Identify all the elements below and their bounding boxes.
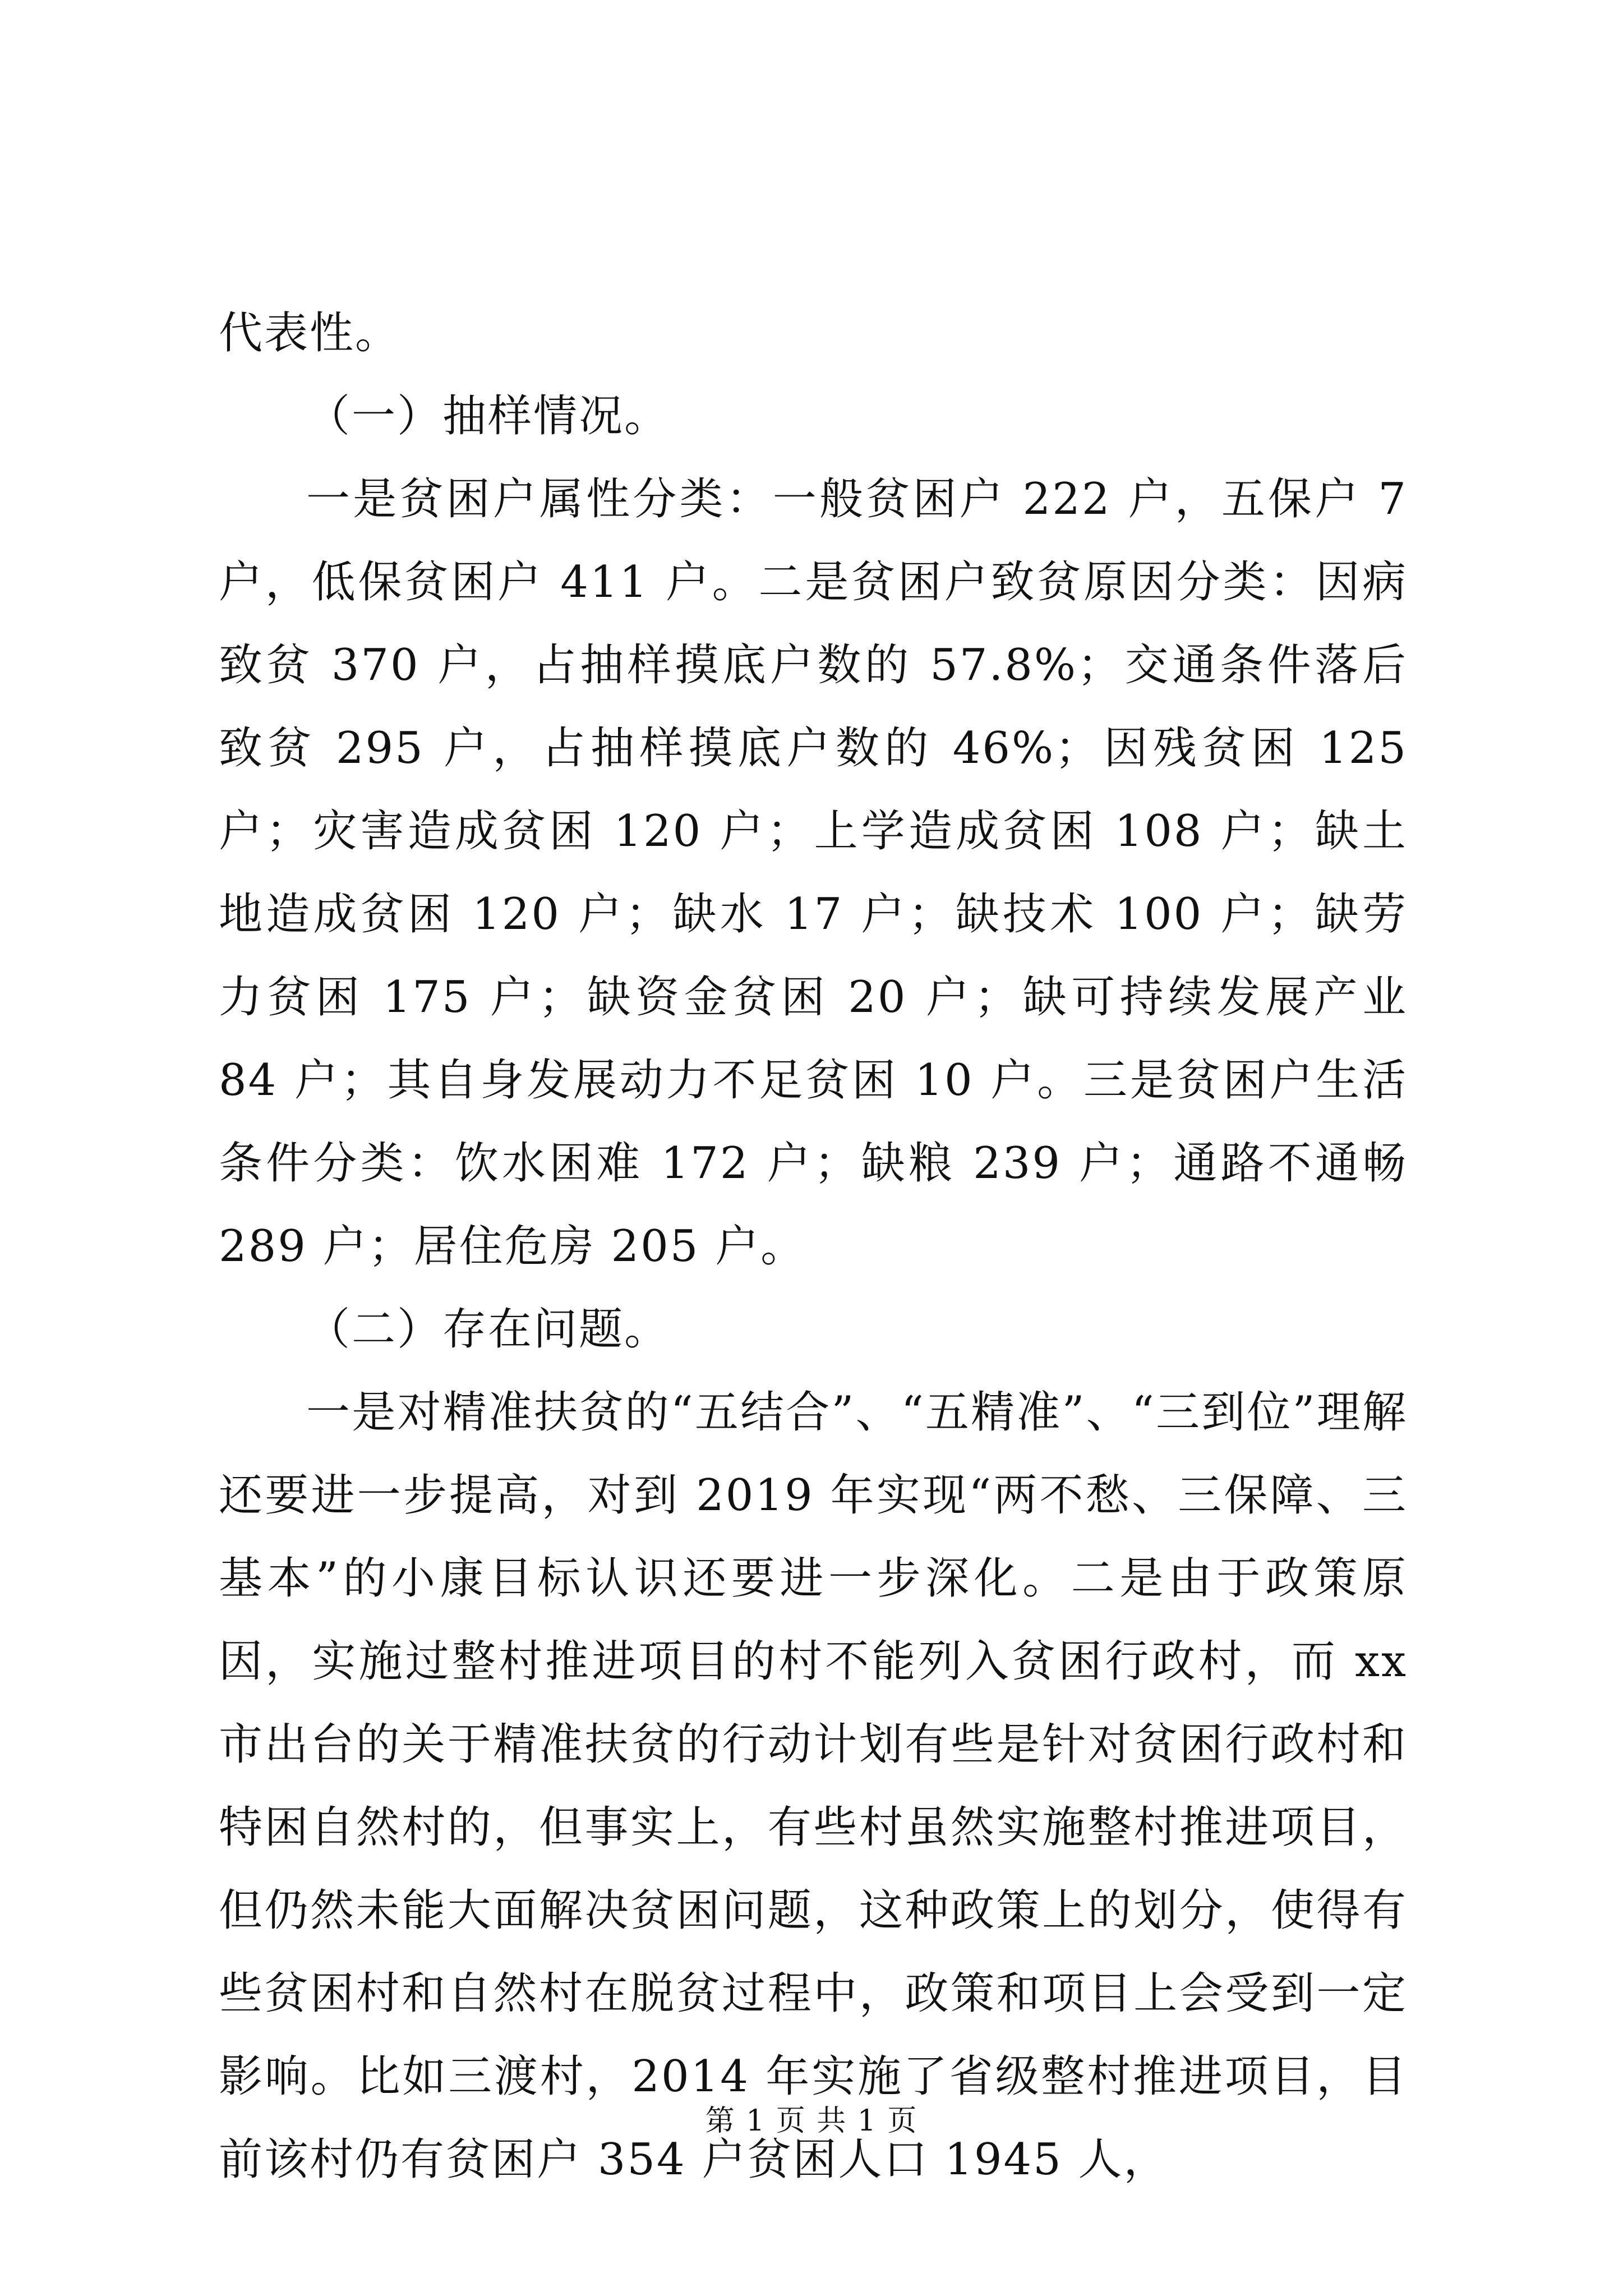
section-heading-sampling: （一）抽样情况。 [306, 391, 670, 441]
paragraph-problems-details: 一是对精准扶贫的“五结合”、“五精准”、“三到位”理解还要进一步提高，对到 2019 年实现“两不愁、三保障、三基本”的小康目标认识还要进一步深化。二是由于政策原因，实施过整村推进项目的村不能列入贫困行政村，而 xx 市出台的关于精准扶贫的行动计划有些是针对贫困行政村和特困自然村的，但事实上，有些村虽然实施整村推进项目，但仍然未能大面解决贫困问题，这种政策上的划分，使得有些贫困村和自然村在脱贫过程中，政策和项目上会受到一定影响。比如三渡村，2014 年实施了省级整村推进项目，目前该村仍有贫困户 354 户贫困人口 1945 人， [219, 1387, 1408, 2185]
section-heading-problems: （二）存在问题。 [306, 1304, 670, 1355]
paragraph-sampling-details: 一是贫困户属性分类：一般贫困户 222 户，五保户 7 户，低保贫困户 411 户。二是贫困户致贫原因分类：因病致贫 370 户，占抽样摸底户数的 57.8%；交通条件落后致贫 295 户，占抽样摸底户数的 46%；因残贫困 125 户；灾害造成贫困 120 户；上学造成贫困 108 户；缺土地造成贫困 120 户；缺水 17 户；缺技术 100 户；缺劳力贫困 175 户；缺资金贫困 20 户；缺可持续发展产业 84 户；其自身发展动力不足贫困 10 户。三是贫困户生活条件分类：饮水困难 172 户；缺粮 239 户；通路不通畅 289 户；居住危房 205 户。 [219, 474, 1408, 1272]
paragraph-continuation: 代表性。 [219, 308, 401, 358]
document-body [219, 292, 1408, 2201]
page-footer: 第 1 页 共 1 页 [705, 2104, 918, 2138]
